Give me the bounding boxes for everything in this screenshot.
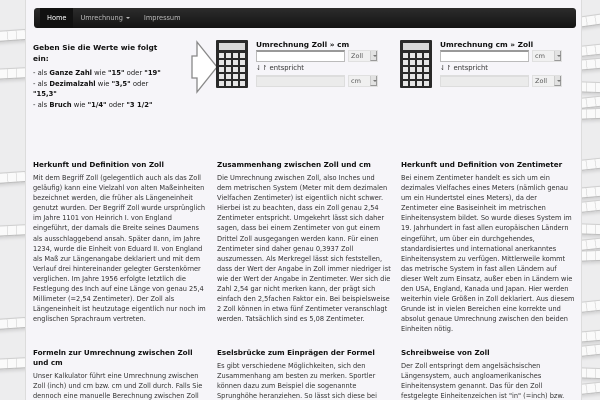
section-title: Zusammenhang zwischen Zoll und cm <box>217 160 371 169</box>
section-formeln <box>33 348 207 400</box>
zoll-result-field[interactable] <box>440 75 529 87</box>
section-title: Formeln zur Umrechnung zwischen Zoll und cm <box>33 348 193 367</box>
instruction-line: - als Bruch wie "1/4" oder "3 1/2" <box>33 100 153 109</box>
section-zusammenhang <box>217 160 391 324</box>
section-title: Herkunft und Definition von Zoll <box>33 160 164 169</box>
section-herkunft-zentimeter <box>401 160 575 335</box>
nav-umrechnung[interactable] <box>73 8 136 28</box>
input-instructions <box>33 43 173 110</box>
section-body: Es gibt verschiedene Möglichkeiten, sich den Zusammenhang am besten zu merken. Sportler können dazu zum Beispiel die sogenannte Sprunghöhe heranziehen. So lässt sich diese bei <box>217 362 377 400</box>
input-unit-select[interactable]: Zoll <box>348 50 378 62</box>
section-body: Unser Kalkulator führt eine Umrechnung zwischen Zoll (inch) und cm bzw. cm und Zoll durch. Falls Sie dennoch eine manuelle Berechnung zwischen Zoll <box>33 372 203 400</box>
section-title: Eselsbrücke zum Einprägen der Formel <box>217 348 375 357</box>
section-body: Mit dem Begriff Zoll (gelegentlich auch als das Zoll geläufig) kann eine Vielzahl von alten Maßeinheiten bezeichnet werden, die früher als Längeneinheit genutzt wurden. Der Begriff Zoll wurde ursprünglich im Jahre 1101 von Heinrich I. von England eingeführt, der damals die Breite seines Daumens als ausschlaggebend ansah. Später dann, im Jahre 1234, wurde die Einheit von Eduard II. von England als Maß zur Längenangabe deklariert und mit dem Verlauf drei hintereinander gelegter Gerstenkörner verglichen. Im Jahre 1956 erfolgte letztlich die Festlegung des Inch auf eine Länge von genau 25,4 Millimeter (=2,54 Zentimeter). Der Zoll als Längeneinheit ist heutzutage eigentlich nur noch im englischen Sprachraum vertreten. <box>33 174 206 324</box>
equivalent-label: ⇃↾ entspricht <box>440 64 488 72</box>
cm-input[interactable] <box>440 50 529 62</box>
calculator-icon <box>400 40 432 88</box>
input-unit-select[interactable]: cm <box>532 50 562 62</box>
cm-result-field[interactable] <box>256 75 345 87</box>
caret-down-icon <box>126 17 130 19</box>
result-unit-select[interactable]: cm <box>348 75 378 87</box>
instruction-line: - als Dezimalzahl wie "3,5" oder "15,3" <box>33 79 149 98</box>
instructions-heading: Geben Sie die Werte wie folgt ein: <box>33 43 158 63</box>
calculator-icon <box>216 40 248 88</box>
zoll-input[interactable] <box>256 50 345 62</box>
section-body: Die Umrechnung zwischen Zoll, also Inches und dem metrischen System (Meter mit dem dezimalen Vielfachen Zentimeter) ist eigentlich nicht schwer. Hierbei ist zu beachten, dass ein Zoll genau 2,54 Zentimeter entspricht. Umgekehrt lässt sich daher sagen, dass bei einem Zentimeter von gut einem Drittel Zoll ausgegangen werden kann. Für einen Zentimeter sind daher genau 0,3937 Zoll auszumessen. Als Merkregel lässt sich feststellen, dass der Wert der Angabe in Zoll immer niedriger ist wie der Wert der Angabe in Zentimeter. Wer sich die Zahl 2,54 gar nicht merken kann, der prägt sich einfach den 2,5fachen Faktor ein. Bei beispielsweise 2 Zoll können in etwa fünf Zentimeter veranschlagt werden. Tatsächlich sind es 5,08 Zentimeter. <box>217 174 391 324</box>
page-container <box>25 0 582 400</box>
section-body: Bei einem Zentimeter handelt es sich um ein dezimales Vielfaches eines Meters (nämlich genau um ein Hundertstel eines Meters), da der Zentimeter eine Basiseinheit im metrischen Einheitensystem bildet. So wurde dieses System im 19. Jahrhundert in fast allen europäischen Ländern eingeführt, um über ein durchgehendes, standardisiertes und international anerkanntes Einheitensystem zu verfügen. Mittlerweile kommt das metrische System in fast allen Ländern auf dieser Welt zum Einsatz, außer eben in Ländern wie den USA, England, Kanada und Japan. Hier werden weiterhin viele Größen in Zoll deklariert. Aus diesem Grunde ist in vielen Bereichen eine korrekte und absolut genaue Umrechnung zwischen den beiden Einheiten nötig. <box>401 174 575 334</box>
dropdown-arrow-icon <box>370 51 377 61</box>
arrow-right-icon <box>191 40 219 94</box>
calculator-cm-to-zoll <box>400 40 590 100</box>
calculator-title: Umrechnung cm » Zoll <box>440 40 534 49</box>
equivalent-label: ⇃↾ entspricht <box>256 64 304 72</box>
result-unit-select[interactable]: Zoll <box>532 75 562 87</box>
dropdown-arrow-icon <box>554 76 561 86</box>
calculator-title: Umrechnung Zoll » cm <box>256 40 350 49</box>
nav-impressum[interactable]: Impressum <box>143 14 181 22</box>
section-eselsbruecke <box>217 348 391 400</box>
calculator-zoll-to-cm <box>216 40 406 100</box>
navbar <box>34 8 576 28</box>
dropdown-arrow-icon <box>554 51 561 61</box>
section-schreibweise <box>401 348 575 400</box>
section-title: Schreibweise von Zoll <box>401 348 490 357</box>
section-title: Herkunft und Definition von Zentimeter <box>401 160 563 169</box>
nav-umrechnung-label: Umrechnung <box>80 14 123 22</box>
nav-home[interactable]: Home <box>40 8 73 28</box>
dropdown-arrow-icon <box>370 76 377 86</box>
section-herkunft-zoll <box>33 160 207 324</box>
instruction-line: - als Ganze Zahl wie "15" oder "19" <box>33 69 161 77</box>
section-body: Der Zoll entspringt dem angelsächsischen Längensystem, auch angloamerikanisches Einheitensystem genannt. Das für den Zoll festgelegte Einheitenzeichen ist "in" (=inch) bzw. <box>401 362 565 400</box>
